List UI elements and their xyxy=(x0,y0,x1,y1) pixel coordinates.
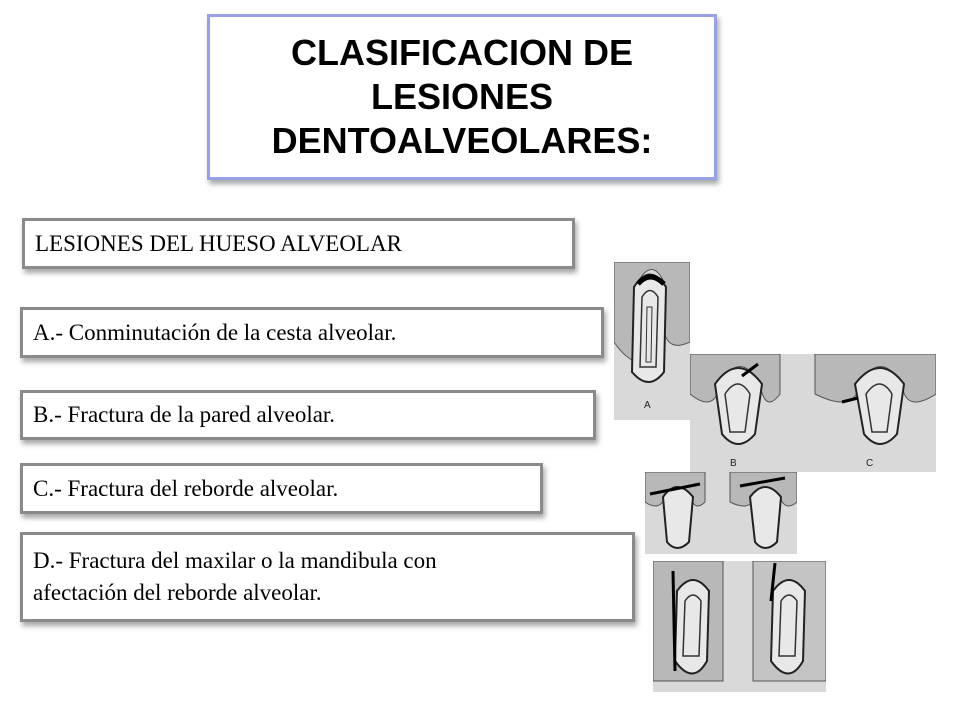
section-heading: LESIONES DEL HUESO ALVEOLAR xyxy=(35,230,402,256)
page-title: CLASIFICACION DE LESIONES DENTOALVEOLARES: xyxy=(271,32,653,161)
item-a-text: A.- Conminutación de la cesta alveolar. xyxy=(33,319,397,345)
tooth-diagram-a xyxy=(614,262,690,420)
item-b-box xyxy=(20,390,596,440)
item-d-text: D.- Fractura del maxilar o la mandibula con afectación del reborde alveolar. xyxy=(33,548,437,605)
title-box xyxy=(207,14,717,180)
tooth-diagram-bc xyxy=(690,354,936,472)
figure-label-b: B xyxy=(730,458,737,469)
item-b-text: B.- Fractura de la pared alveolar. xyxy=(33,402,336,427)
item-c-text: C.- Fractura del reborde alveolar. xyxy=(33,475,339,501)
figure-label-a: A xyxy=(644,400,651,411)
tooth-diagram-c2 xyxy=(645,472,797,554)
figure-label-c: C xyxy=(866,458,874,469)
item-a-box xyxy=(20,307,604,358)
item-c-box xyxy=(20,463,543,514)
section-heading-box xyxy=(22,218,575,269)
item-d-box xyxy=(20,532,635,622)
tooth-diagram-d xyxy=(653,561,826,692)
